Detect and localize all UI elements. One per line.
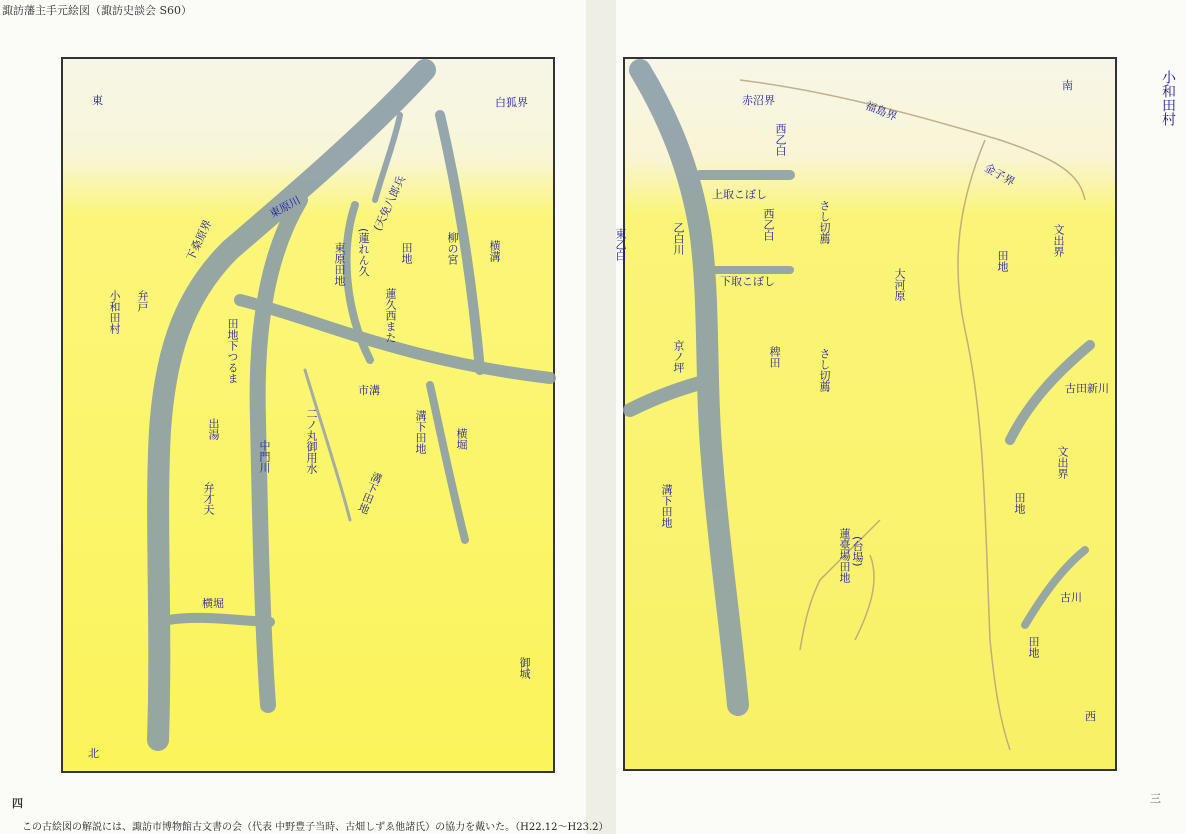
label-akanuma-kai: 赤沼界 (742, 94, 775, 107)
label-bunde-kai-2: 文出界 (1056, 446, 1069, 479)
label-fukushima-kai: 福島界 (863, 99, 899, 124)
book-gutter (586, 0, 616, 834)
label-otsushiro-gawa: 乙白川 (672, 222, 685, 255)
label-denchi-1: 田地 (400, 242, 413, 264)
header-title: 諏訪藩主手元絵図（諏訪史談会 S60） (2, 4, 193, 17)
label-sashikiri-komo-1: さし切薦 (818, 200, 831, 244)
label-bunde-kai-1: 文出界 (1052, 224, 1065, 257)
label-nishi-otsushiro-1: 西乙白 (774, 123, 787, 156)
label-yokobori-2: 横堀 (202, 597, 224, 610)
label-yokobori-1: 横堀 (455, 428, 468, 450)
page-number-left: 四 (12, 797, 23, 810)
label-nakamon-gawa: 中門川 (258, 440, 271, 473)
label-denchi-r3: 田地 (1027, 636, 1040, 658)
label-tenmen-yagorou: (天免八郎兵 (371, 173, 408, 234)
label-daiba: (台場) (851, 536, 864, 567)
label-kamidori-koboshi: 上取こぼし (712, 188, 767, 201)
compass-south: 南 (1062, 79, 1073, 92)
right-map-panel (624, 58, 1116, 770)
label-shimodori-koboshi: 下取こぼし (720, 275, 775, 288)
label-nishi-otsushiro-2: 西乙白 (762, 208, 775, 241)
label-oshiro: 御城 (518, 657, 531, 679)
yokobori-channel (168, 618, 270, 622)
label-furukawa: 古川 (1060, 591, 1082, 604)
label-kowada-mura-left: 小和田村 (108, 290, 121, 334)
label-mizoshita-denchi-1: 溝下田地 (414, 410, 427, 454)
label-hieda: 稗田 (768, 346, 781, 368)
compass-west: 西 (1085, 710, 1096, 723)
label-ookawara: 大河原 (893, 268, 906, 301)
label-furuta-shinkawa: 古田新川 (1065, 382, 1109, 395)
label-yanagi-no-miya: 柳の宮 (446, 232, 459, 265)
label-denchi-r1: 田地 (996, 250, 1009, 272)
label-deyu: 出湯 (207, 418, 220, 440)
label-kyounotsubo: 京ノ坪 (672, 340, 685, 373)
label-ninomaru-goyousui: 二ノ丸御用水 (305, 408, 318, 474)
label-ren-kukyu: (蓮れん久 (357, 228, 370, 277)
compass-north: 北 (88, 747, 99, 760)
label-denchi-r2: 田地 (1013, 492, 1026, 514)
label-ichimizo: 市溝 (358, 384, 380, 397)
footer-note: この古絵図の解説には、諏訪市博物館古文書の会（代表 中野豊子当時、古畑しずゑ他諸氏）の協力を戴いた。（H22.12〜H23.2） (22, 822, 609, 833)
label-shirakitsune-kai: 白狐界 (495, 96, 528, 109)
label-higashi-otsushiro: 東乙白 (614, 228, 627, 261)
label-higashihara-gawa: 東原川 (267, 193, 303, 221)
label-denchi-shimotsuruma: 田地下つるま (226, 318, 239, 384)
label-hasu-nishimata: 蓮久西また (384, 288, 397, 343)
page-number-right: 三 (1150, 792, 1161, 805)
label-mizoshita-denchi-2: 溝下田地 (355, 470, 385, 516)
label-shimokuwabara-kai: 下桑原界 (184, 217, 215, 264)
label-kaneko-kai: 金子界 (982, 161, 1018, 189)
label-higashihara-denchi: 東原田地 (333, 242, 346, 286)
label-bensaiten: 弁才天 (202, 482, 215, 515)
label-rendaiba-denchi: 蓮臺場田地 (838, 528, 851, 583)
label-kowada-mura-right: 小和田村 (1160, 70, 1176, 126)
label-mizoshita-denchi-r: 溝下田地 (660, 484, 673, 528)
label-yokomizo-1: 横溝 (488, 240, 501, 262)
label-sashikiri-komo-2: さし切薦 (818, 348, 831, 392)
compass-east: 東 (92, 94, 103, 107)
label-bendo: 弁戸 (136, 290, 149, 312)
